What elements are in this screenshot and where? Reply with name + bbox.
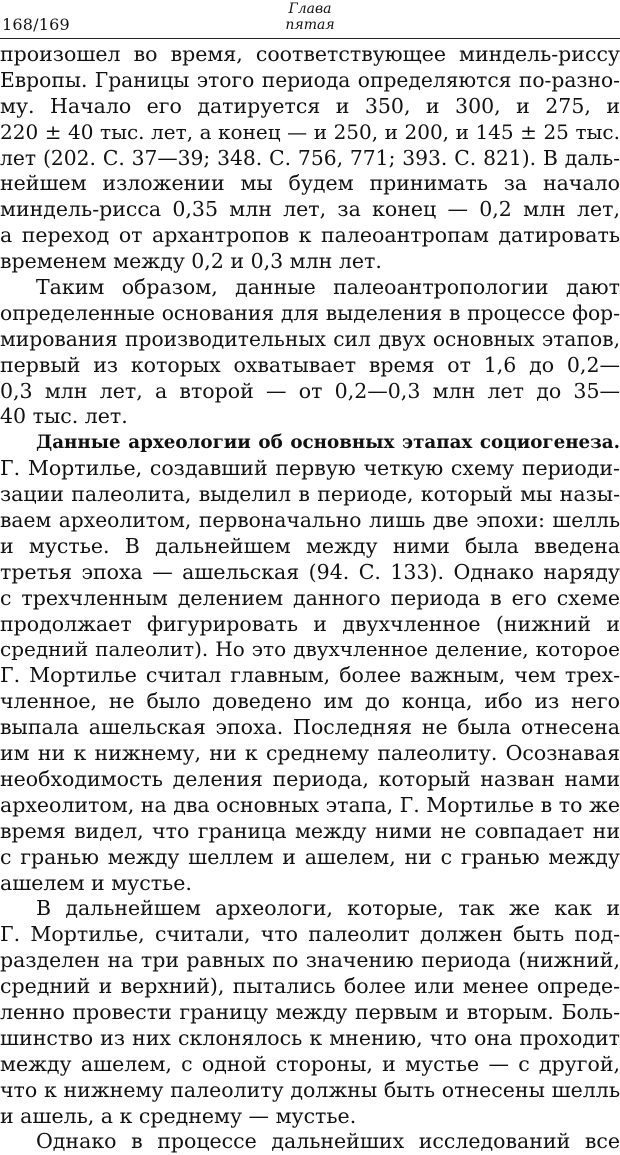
text-line: зации палеолита, выделил в периоде, который мы назы-: [0, 482, 620, 507]
chapter-number: пятая: [285, 17, 335, 33]
page-number: 168/169: [2, 15, 70, 34]
text-line: что к нижнему палеолиту должны быть отнесены шелль: [0, 1077, 620, 1102]
text-line: выпала ашельская эпоха. Последняя не была отнесена: [0, 715, 620, 740]
running-head: [240, 1, 380, 33]
text-line: нейшем изложении мы будем принимать за начало: [0, 171, 620, 196]
text-line: 40 тыс. лет.: [0, 404, 128, 429]
text-line: 220 ± 40 тыс. лет, а конец — и 250, и 200, и 145 ± 25 тыс.: [0, 119, 620, 144]
chapter-label: Глава: [288, 1, 332, 17]
text-line: Однако в процессе дальнейших исследований все: [36, 1129, 620, 1154]
text-line: продолжает фигурировать и двухчленное (нижний и: [0, 611, 620, 636]
text-line: разделен на три равных по значению периода (нижний,: [0, 948, 620, 973]
text-line: шинство из них склонялось к мнению, что она проходит: [0, 1025, 620, 1050]
text-line: средний и верхний), пытались более или менее опреде-: [0, 974, 620, 999]
text-line: Г. Мортилье, считали, что палеолит должен быть под-: [0, 922, 620, 947]
text-line: ленно провести границу между первым и вторым. Боль-: [0, 999, 620, 1024]
text-line: Г. Мортилье считал главным, более важным, чем трех-: [0, 663, 620, 688]
text-line: определенные основания для выделения в процессе фор-: [0, 300, 620, 325]
text-line: Европы. Границы этого периода определяются по-разно-: [0, 67, 620, 92]
text-line: время видел, что граница между ними не совпадает ни: [0, 818, 620, 843]
text-line: ваем археолитом, первоначально лишь две эпохи: шелль: [0, 508, 620, 533]
text-line: необходимость деления периода, который назван нами: [0, 766, 620, 791]
text-line: Таким образом, данные палеоантропологии дают: [36, 275, 620, 300]
section-heading-line: Данные археологии об основных этапах социогенеза.: [36, 432, 620, 454]
text-line: В дальнейшем археологи, которые, так же как и: [36, 896, 620, 921]
body-text: [0, 42, 620, 1155]
text-line: между ашелем, с одной стороны, и мустье — с другой,: [0, 1051, 620, 1076]
text-line: первый из которых охватывает время от 1,6 до 0,2—: [0, 352, 620, 377]
text-line: лет (202. С. 37—39; 348. С. 756, 771; 393. С. 821). В даль-: [0, 145, 620, 170]
text-line: с трехчленным делением данного периода в его схеме: [0, 585, 620, 610]
text-line: средний палеолит). Но это двухчленное деление, которое: [0, 637, 620, 662]
text-line: и мустье. В дальнейшем между ними была введена: [0, 533, 620, 558]
text-line: 0,3 млн лет, а второй — от 0,2—0,3 млн лет до 35—: [0, 378, 620, 403]
text-line: и ашель, а к среднему — мустье.: [0, 1103, 357, 1128]
text-line: им ни к нижнему, ни к среднему палеолиту. Осознавая: [0, 741, 620, 766]
text-line: временем между 0,2 и 0,3 млн лет.: [0, 249, 382, 274]
text-line: ашелем и мустье.: [0, 870, 192, 895]
text-line: с гранью между шеллем и ашелем, ни с гранью между: [0, 844, 620, 869]
text-line: членное, не было доведено им до конца, ибо из него: [0, 689, 620, 714]
text-line: третья эпоха — ашельская (94. С. 133). Однако наряду: [0, 559, 620, 584]
text-line: произошел во время, соответствующее миндель-риссу: [0, 42, 620, 66]
text-line: му. Начало его датируется и 350, и 300, и 275, и: [0, 93, 620, 118]
text-line: археолитом, на два основных этапа, Г. Мортилье в то же: [0, 792, 620, 817]
text-line: Г. Мортилье, создавший первую четкую схему периоди-: [0, 456, 620, 481]
text-line: мирования производительных сил двух основных этапов,: [0, 326, 620, 351]
text-line: миндель-рисса 0,35 млн лет, за конец — 0,2 млн лет,: [0, 197, 620, 222]
page-header: [0, 0, 620, 39]
text-line: а переход от архантропов к палеоантропам датировать: [0, 223, 620, 248]
